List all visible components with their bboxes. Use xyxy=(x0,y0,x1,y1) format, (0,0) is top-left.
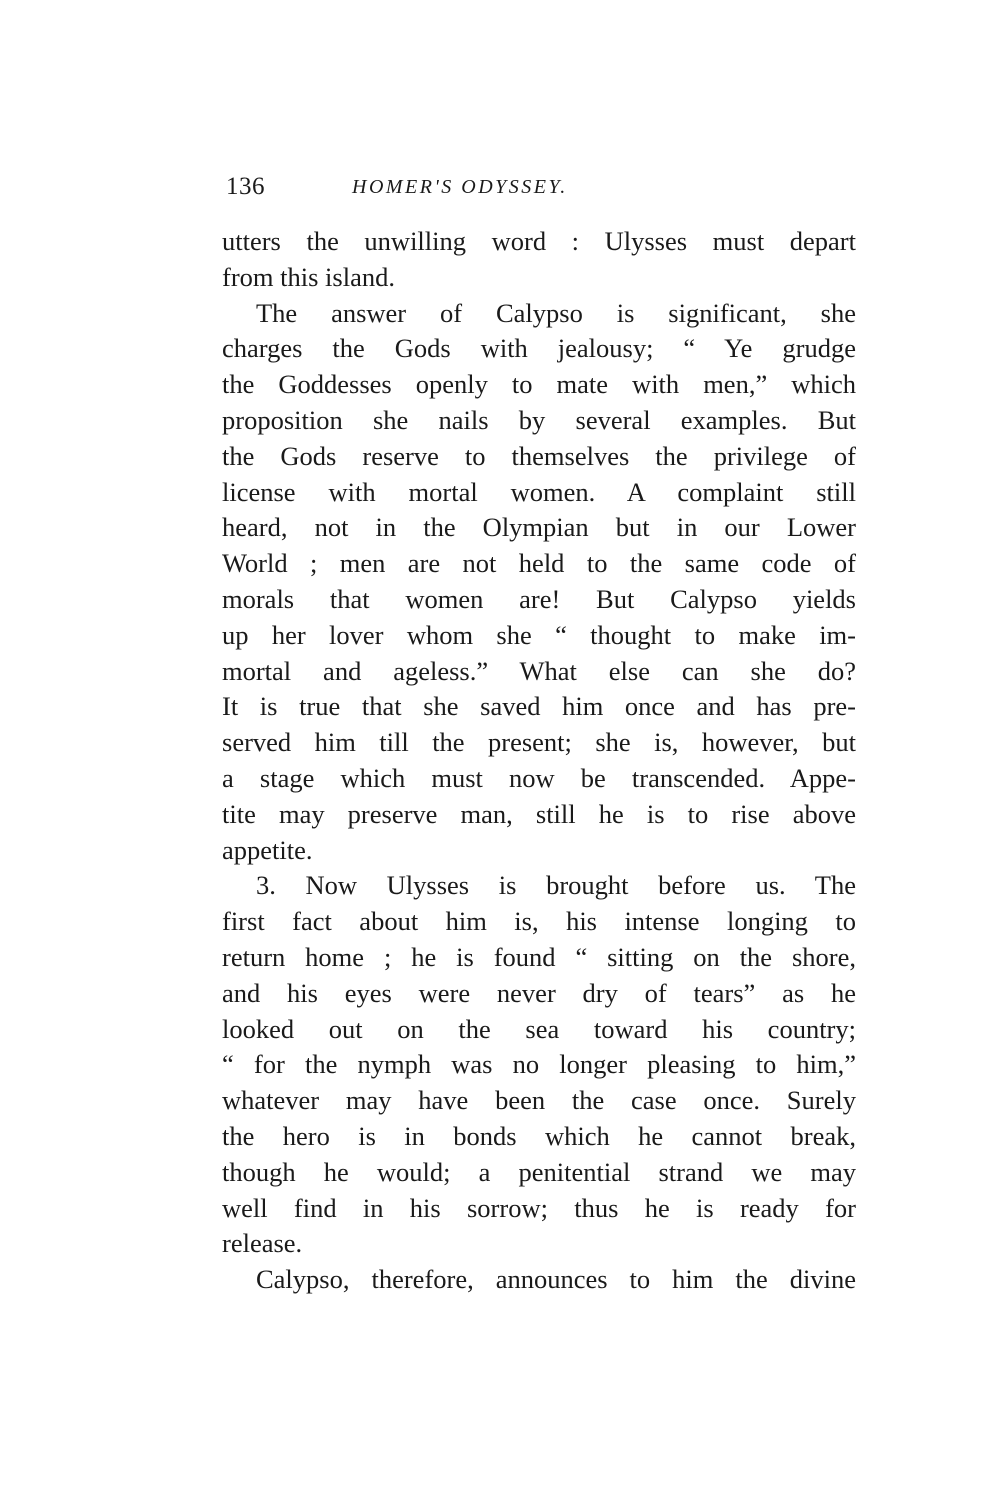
text-line: Calypso, therefore, announces to him the divine xyxy=(256,1264,856,1295)
text-line: appetite. xyxy=(222,834,313,865)
text-line: morals that women are! But Calypso yields xyxy=(222,583,856,614)
text-line: tite may preserve man, still he is to rise above xyxy=(222,798,856,829)
text-line: looked out on the sea toward his country; xyxy=(222,1013,856,1044)
text-line: It is true that she saved him once and has pre- xyxy=(222,691,856,722)
running-title: HOMER'S ODYSSEY. xyxy=(352,176,568,198)
text-line: well find in his sorrow; thus he is ready for xyxy=(222,1192,856,1223)
body-text xyxy=(222,224,856,1298)
text-line: “ for the nymph was no longer pleasing to him,” xyxy=(222,1049,856,1080)
text-line: 3. Now Ulysses is brought before us. The xyxy=(256,870,856,901)
page-number: 136 xyxy=(226,173,265,200)
text-line: first fact about him is, his intense longing to xyxy=(222,906,856,937)
text-line: The answer of Calypso is significant, she xyxy=(256,297,856,328)
text-line: charges the Gods with jealousy; “ Ye grudge xyxy=(222,333,856,364)
text-line: up her lover whom she “ thought to make im- xyxy=(222,619,856,650)
text-line: the Goddesses openly to mate with men,” which xyxy=(222,369,856,400)
text-line: mortal and ageless.” What else can she do? xyxy=(222,655,856,686)
text-line: proposition she nails by several examples. But xyxy=(222,404,856,435)
text-line: utters the unwilling word : Ulysses must depart xyxy=(222,226,856,256)
text-line: the Gods reserve to themselves the privilege of xyxy=(222,440,856,471)
running-head xyxy=(226,172,856,202)
text-line: though he would; a penitential strand we may xyxy=(222,1156,856,1187)
text-line: from this island. xyxy=(222,261,395,292)
text-line: heard, not in the Olympian but in our Lower xyxy=(222,512,856,543)
text-line: a stage which must now be transcended. Appe- xyxy=(222,762,856,793)
text-line: World ; men are not held to the same code of xyxy=(222,548,856,579)
text-line: whatever may have been the case once. Surely xyxy=(222,1085,856,1116)
text-line: served him till the present; she is, however, but xyxy=(222,727,856,758)
text-line: the hero is in bonds which he cannot break, xyxy=(222,1120,856,1151)
text-line: release. xyxy=(222,1228,303,1259)
text-line: return home ; he is found “ sitting on the shore, xyxy=(222,941,856,972)
text-line: and his eyes were never dry of tears” as he xyxy=(222,977,856,1008)
text-line: license with mortal women. A complaint still xyxy=(222,476,856,507)
